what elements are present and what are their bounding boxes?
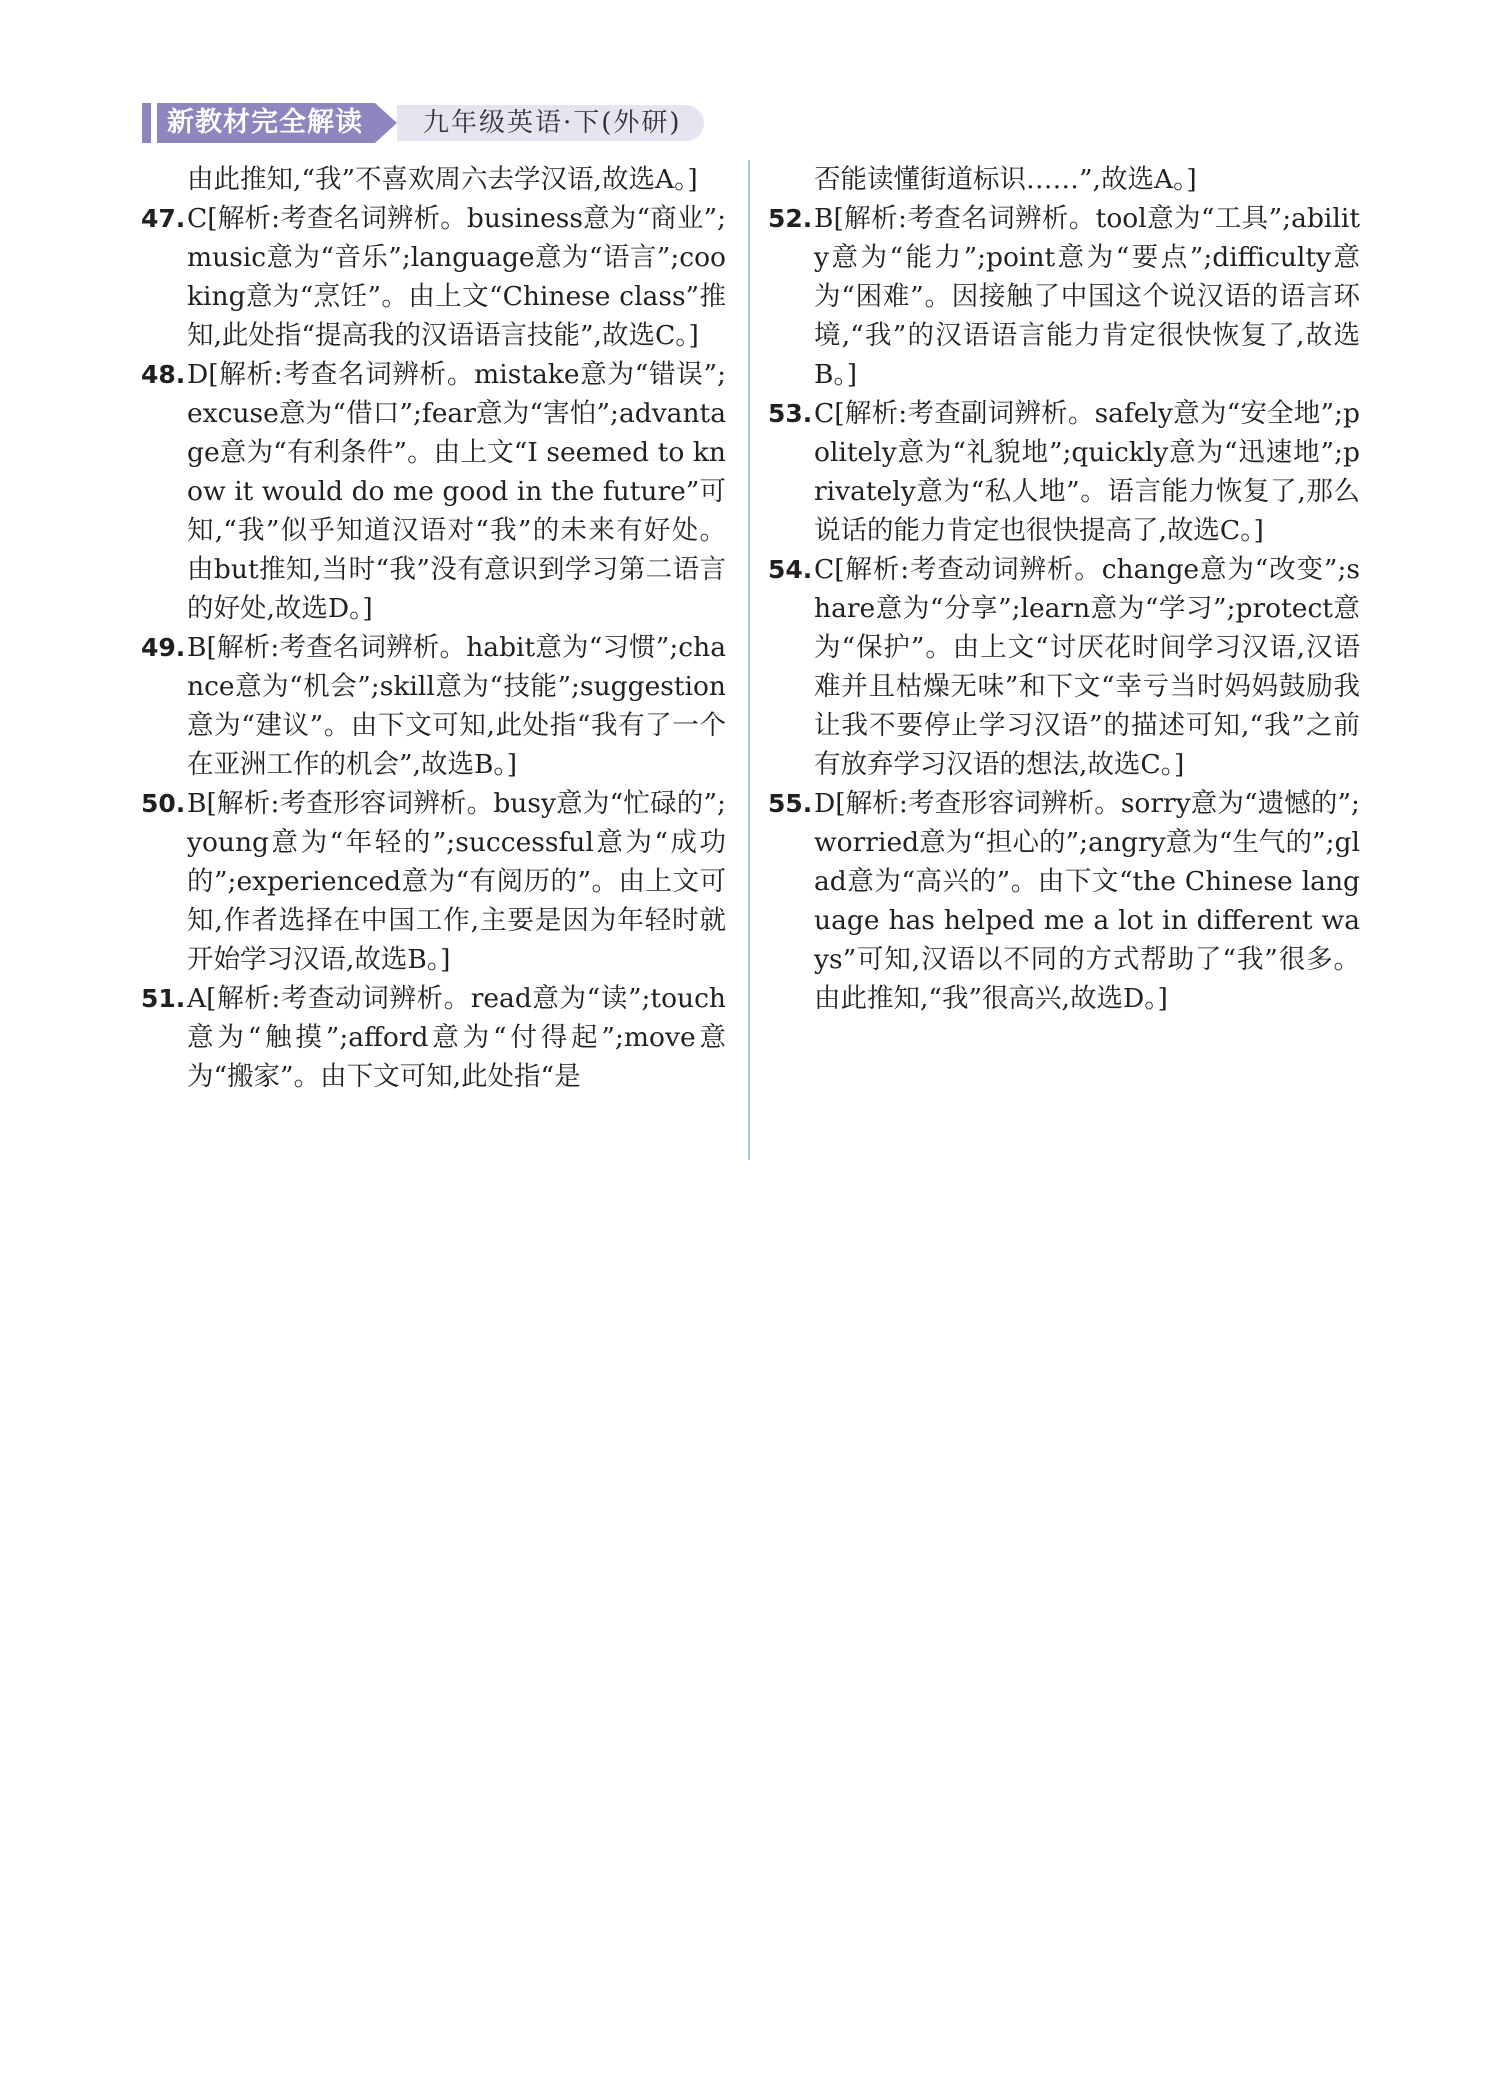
column-divider: [748, 160, 750, 1160]
answer-explanation: C[解析:考查动词辨析。change意为“改变”;share意为“分享”;learn意为“学习”;protect意为“保护”。由上文“讨厌花时间学习汉语,汉语难并且枯燥无味”和下文“幸亏当时妈妈鼓励我让我不要停止学习汉语”的描述可知,“我”之前有放弃学习汉语的想法,故选C。]: [814, 554, 1360, 780]
left-column: [141, 160, 726, 1096]
answer-item-49: [141, 628, 726, 784]
answer-item-53: [768, 394, 1360, 550]
answer-explanation: A[解析:考查动词辨析。read意为“读”;touch意为“触摸”;afford意为“付得起”;move意为“搬家”。由下文可知,此处指“是: [187, 983, 726, 1092]
header-accent-bar: [142, 103, 151, 143]
answer-item-54: [768, 550, 1360, 784]
continued-text: 否能读懂街道标识……”,故选A。]: [814, 164, 1197, 195]
answer-explanation: B[解析:考查形容词辨析。busy意为“忙碌的”;young意为“年轻的”;successful意为“成功的”;experienced意为“有阅历的”。由上文可知,作者选择在中国工作,主要是因为年轻时就开始学习汉语,故选B。]: [187, 788, 726, 975]
question-number: 49.: [141, 633, 186, 662]
answer-item-50: [141, 784, 726, 979]
answer-explanation: C[解析:考查名词辨析。business意为“商业”;music意为“音乐”;language意为“语言”;cooking意为“烹饪”。由上文“Chinese class”推知,此处指“提高我的汉语语言技能”,故选C。]: [187, 203, 726, 351]
question-number: 54.: [768, 555, 813, 584]
question-number: 55.: [768, 789, 813, 818]
answer-explanation: B[解析:考查名词辨析。tool意为“工具”;ability意为“能力”;point意为“要点”;difficulty意为“困难”。因接触了中国这个说汉语的语言环境,“我”的汉语语言能力肯定很快恢复了,故选B。]: [814, 203, 1360, 390]
question-number: 53.: [768, 399, 813, 428]
answer-explanation: B[解析:考查名词辨析。habit意为“习惯”;chance意为“机会”;skill意为“技能”;suggestion意为“建议”。由下文可知,此处指“我有了一个在亚洲工作的机会”,故选B。]: [187, 632, 726, 780]
answer-explanation: D[解析:考查名词辨析。mistake意为“错误”;excuse意为“借口”;fear意为“害怕”;advantage意为“有利条件”。由上文“I seemed to know it would do me good in the future”可知,“我”似乎知道汉语对“我”的未来有好处。由but推知,当时“我”没有意识到学习第二语言的好处,故选D。]: [187, 359, 726, 624]
question-number: 51.: [141, 984, 186, 1013]
question-number: 50.: [141, 789, 186, 818]
continued-text: 由此推知,“我”不喜欢周六去学汉语,故选A。]: [187, 164, 698, 195]
question-number: 52.: [768, 204, 813, 233]
answer-item-52: [768, 199, 1360, 394]
answer-item-55: [768, 784, 1360, 1018]
page-header: [142, 102, 704, 144]
answer-item-51: [141, 979, 726, 1096]
answer-item-47: [141, 199, 726, 355]
book-series-title: 新教材完全解读: [157, 103, 375, 143]
answer-explanation: C[解析:考查副词辨析。safely意为“安全地”;politely意为“礼貌地”;quickly意为“迅速地”;privately意为“私人地”。语言能力恢复了,那么说话的能力肯定也很快提高了,故选C。]: [814, 398, 1360, 546]
question-number: 47.: [141, 204, 186, 233]
question-number: 48.: [141, 360, 186, 389]
answer-explanation: D[解析:考查形容词辨析。sorry意为“遗憾的”;worried意为“担心的”;angry意为“生气的”;glad意为“高兴的”。由下文“the Chinese language has helped me a lot in different ways”可知,汉语以不同的方式帮助了“我”很多。由此推知,“我”很高兴,故选D。]: [814, 788, 1360, 1014]
book-subtitle: 九年级英语·下(外研): [397, 105, 704, 141]
answer-item-48: [141, 355, 726, 628]
right-column: [768, 160, 1360, 1018]
